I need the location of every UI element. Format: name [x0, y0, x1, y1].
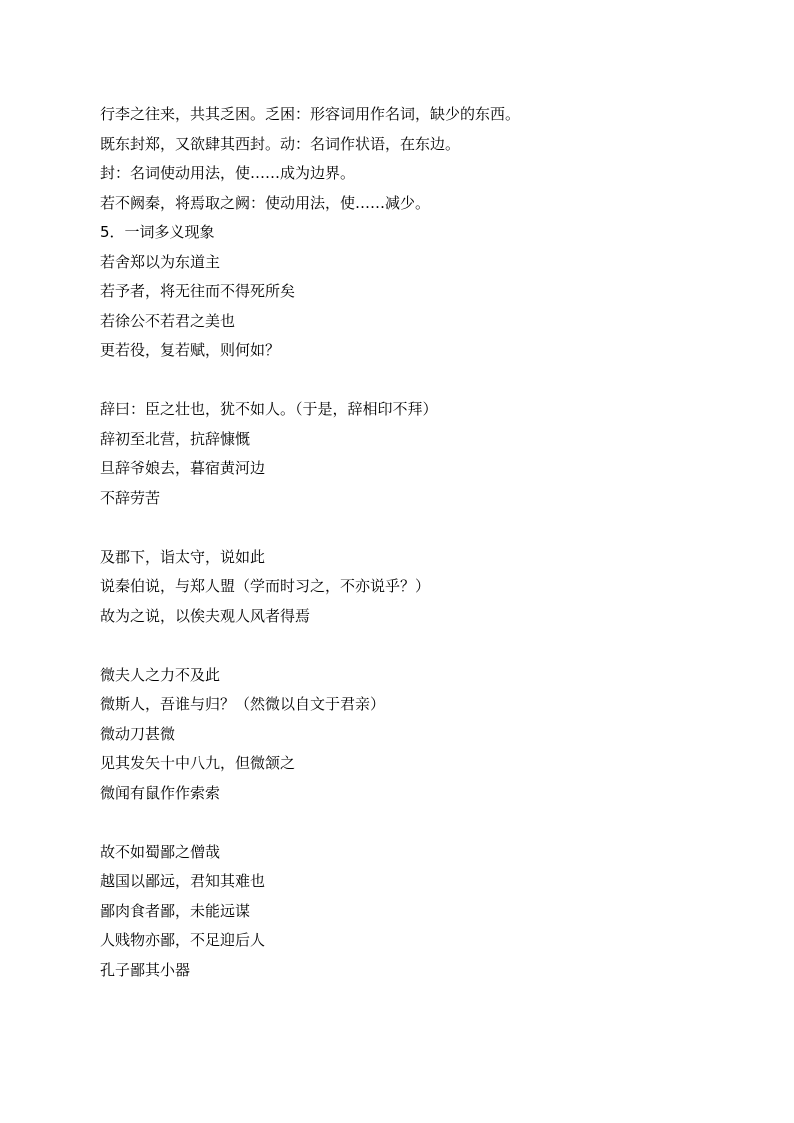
blank-line — [100, 366, 720, 396]
section-heading: 5．一词多义现象 — [100, 223, 215, 241]
text-line: 说秦伯说，与郑人盟（学而时习之，不亦说乎？） — [100, 577, 431, 595]
text-line: 不辞劳苦 — [100, 488, 161, 507]
blank-line — [100, 808, 720, 838]
text-line: 微斯人，吾谁与归？（然微以自文于君亲） — [100, 695, 386, 713]
text-line: 行李之往来，共其乏困。乏困：形容词用作名词，缺少的东西。 — [100, 105, 521, 123]
blank-line — [100, 631, 720, 661]
text-line: 微动刀甚微 — [100, 724, 176, 743]
text-line: 若予者，将无往而不得死所矣 — [100, 282, 296, 300]
text-line: 若不阙秦，将焉取之阙：使动用法，使……减少。 — [100, 193, 431, 212]
text-line: 孔子鄙其小器 — [100, 960, 191, 979]
text-line: 辞曰：臣之壮也，犹不如人。（于是，辞相印不拜） — [100, 400, 438, 418]
text-line: 更若役，复若赋，则何如？ — [100, 341, 281, 359]
text-line: 既东封郑，又欲肆其西封。动：名词作状语，在东边。 — [100, 134, 461, 153]
text-line: 鄙肉食者鄙，未能远谋 — [100, 901, 251, 920]
text-line: 若舍郑以为东道主 — [100, 252, 221, 271]
text-line: 若徐公不若君之美也 — [100, 311, 236, 330]
text-line: 微闻有鼠作作索索 — [100, 783, 221, 802]
text-line: 故不如蜀鄙之僧哉 — [100, 842, 221, 861]
text-line: 旦辞爷娘去，暮宿黄河边 — [100, 459, 266, 477]
text-line: 微夫人之力不及此 — [100, 665, 221, 684]
text-line: 人贱物亦鄙，不足迎后人 — [100, 931, 266, 949]
document-body — [100, 100, 720, 985]
text-line: 越国以鄙远，君知其难也 — [100, 872, 266, 890]
text-line: 及郡下，诣太守，说如此 — [100, 547, 266, 566]
text-line: 故为之说，以俟夫观人风者得焉 — [100, 606, 311, 625]
text-line: 见其发矢十中八九，但微颔之 — [100, 754, 296, 772]
blank-line — [100, 513, 720, 543]
text-line: 辞初至北营，抗辞慷慨 — [100, 429, 251, 448]
text-line: 封：名词使动用法，使……成为边界。 — [100, 164, 356, 182]
